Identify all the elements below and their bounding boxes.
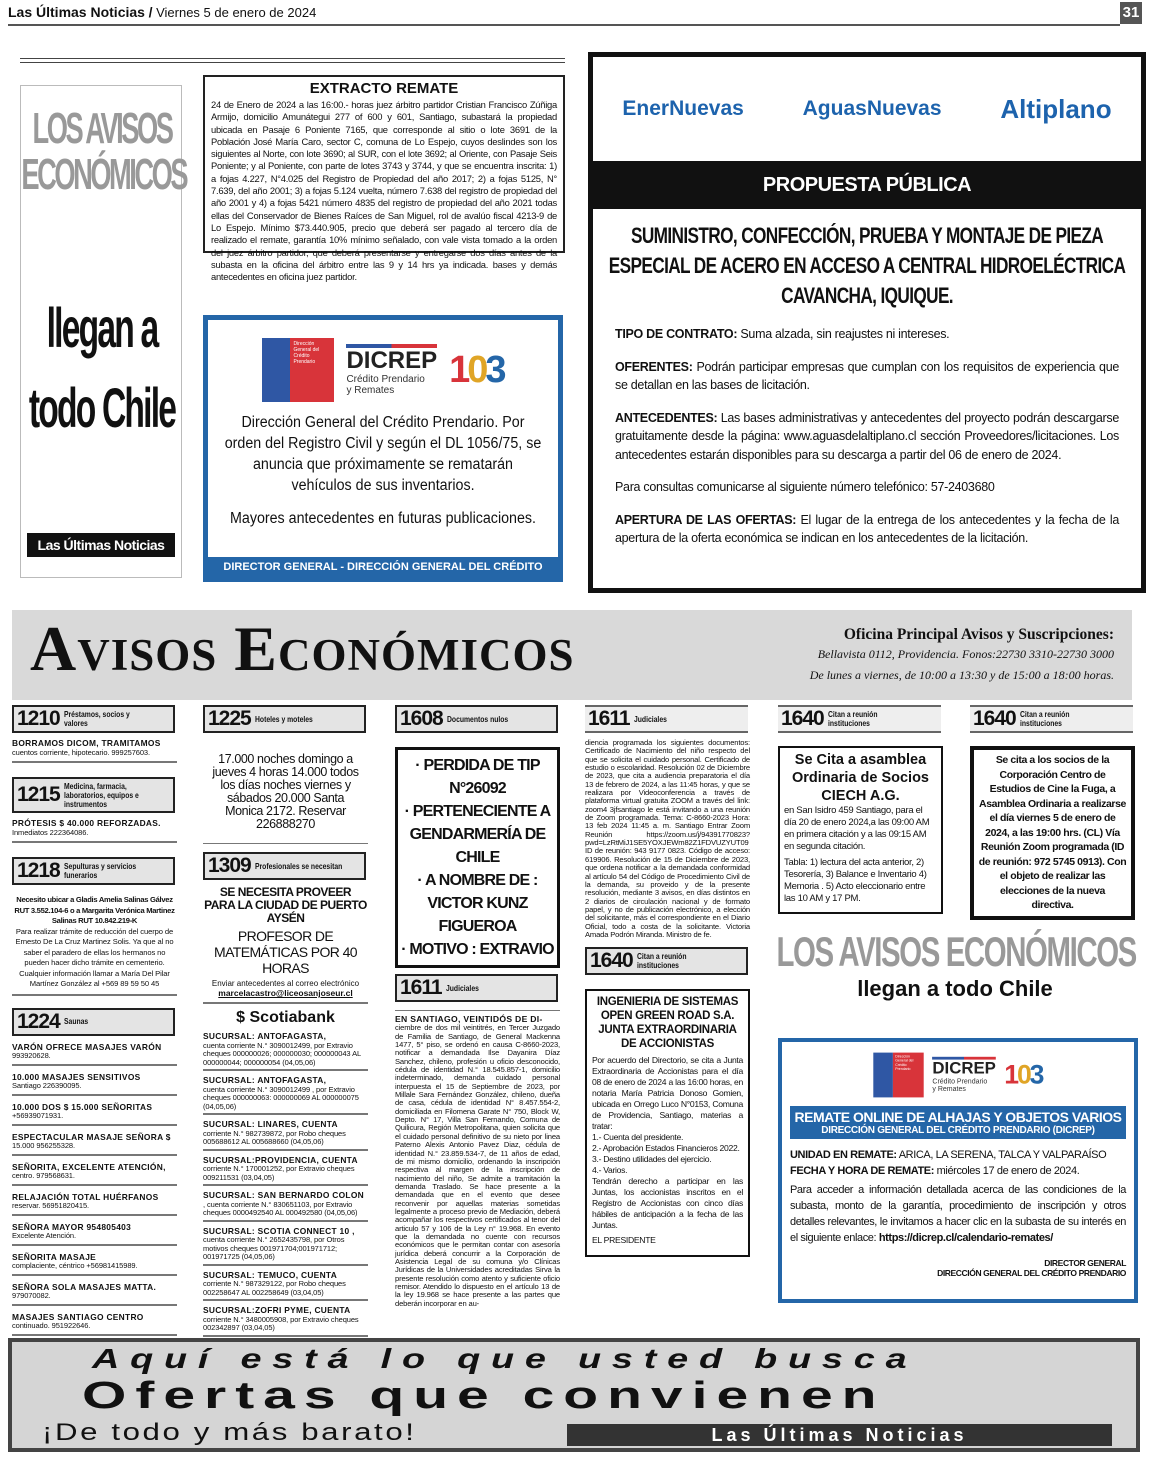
notice-branch: SUCURSAL: SCOTIA CONNECT 10 , (203, 1225, 355, 1236)
agenda-item: 4.- Varios. (592, 1165, 628, 1176)
item-text: Suma alzada, sin reajustes ni intereses. (737, 327, 950, 341)
ad-headline: MASAJES SANTIAGO CENTRO (12, 1311, 144, 1322)
house-ad-2-line2: llegan a todo Chile (857, 976, 1053, 1001)
section-1210 (12, 705, 175, 733)
ad-headline: SEÑORITA, EXCELENTE ATENCIÓN, (12, 1161, 166, 1172)
notice-note: Tendrán derecho a participar en las Juntas, los accionistas inscritos en el Registro de Accionistas con cinco días hábiles de anticipación a la fecha de las Juntas. (592, 1176, 743, 1231)
section-label: Citan a reunión instituciones (1019, 709, 1070, 728)
section-label: Medicina, farmacia, laboratorios, equipos e instrumentos (63, 780, 139, 809)
notice-text: corriente N.° 987329122, por Robo cheques 002258647 AL 002258649 (03,04,05) (203, 1279, 346, 1297)
propuesta-item (615, 325, 1119, 344)
ad-headline: ESPECTACULAR MASAJE SEÑORA $ (12, 1131, 171, 1142)
section-number: 1309 (208, 854, 251, 877)
bank-notice (203, 1115, 368, 1151)
section-title: Avisos Económicos (30, 613, 575, 684)
section-number: 1224 (17, 1009, 60, 1033)
bank-notice (203, 1301, 368, 1337)
banner-line2: Ofertas que convienen (82, 1375, 886, 1417)
office-hours: De lunes a viernes, de 10:00 a 13:30 y de 15:00 a 18:00 horas. (809, 668, 1114, 682)
section-1225 (203, 705, 366, 733)
section-label: Profesionales se necesitan (254, 860, 343, 871)
section-1611 (395, 974, 558, 1002)
notice-intro: Por acuerdo del Directorio, se cita a Junta Extraordinaria de Accionistas para el día 08 de enero de 2024 a las 16:00 horas, en notaria María Patricia Donoso Gomien, ubicada en Orrego Luco N°0153, Comuna de Providencia, Santiago, materias a tratar: (592, 1055, 743, 1132)
section-number: 1210 (17, 707, 60, 730)
ad-headline: VARÓN OFRECE MASAJES VARÓN (12, 1041, 162, 1052)
paper-name: Las Últimas Noticias (8, 4, 145, 20)
ad-text: 993920628. (12, 1051, 51, 1060)
motel-ad: 17.000 noches domingo a jueves 4 horas 14.000 todos los días noches viernes y sábados 20.000 Santa Monica 2172. Reservar 226888270 (203, 733, 368, 844)
notice-branch: SUCURSAL: LINARES, CUENTA (203, 1119, 338, 1129)
classified-ad (12, 1036, 177, 1066)
section-label: Saunas (63, 1016, 88, 1026)
notice-text: en San Isidro 459 Santiago, para el día 20 de enero 2024,a las 09:00 AM en primera citación y a las 09:15 AM en segunda citación. (784, 805, 930, 852)
office-title: Oficina Principal Avisos y Suscripciones: (843, 626, 1114, 643)
judicial-notice-continued: diencia programada los siguientes documentos: Certificado de Nacimiento del niño respecto del que se solicita el cuidado personal. Certificado de estudio o escolaridad. Resolución 02 de Diciembre de 2023, que cita a audiencia preparatoria el día 13 de febrero de 2024, a las 11:45 horas, y que se realizara por Videoconferencia a través de plataforma virtual gratuita ZOOM a través del link: zoom4 3jfsantiago le está invitando a una reunión de Zoom programada. Tema: C-8660-2023 Hora: 13 feb 2024 11:45 a. m. Santiago Entrar Zoom Reunión https://zoom.us/j/94391770823?pwd=LzRtMiJ1SE5YOXJEWm82Z1FDVUZYUT09 ID de reunión: 943 9177 0823. Código de acceso: 619906. Resolución de 15 de Diciembre de 2023, que ordena notificar a la demandada conformidad al artículo 54 del Código de Procedimiento Civil de la demanda, su proveido y de la presente resolución, mediante 3 avisos, en días distintos en 2 diarios de circulación nacional y de formato papel, y no de publicación electrónico, a elección del solicitante, más el correspondiente en el Diario Oficial, todo a costa de la solicitante. Victoria Amada Podrón Miranda. Ministro de fe. (585, 738, 750, 939)
section-number: 1215 (17, 783, 60, 806)
section-label: Citan a reunión instituciones (636, 951, 687, 971)
notice-branch: SUCURSAL: TEMUCO, CUENTA (203, 1269, 338, 1280)
lost-document-notice (395, 747, 560, 968)
section-1640 (778, 705, 941, 733)
section-number: 1218 (17, 859, 60, 882)
notice-text: cuenta corriente N.° 3090012499, por Extravio cheques 000000026; 000000030; 000000043 AL 000000044; 000000054 (04,05,06) (203, 1040, 361, 1067)
ad-headline: SEÑORITA MASAJE (12, 1251, 97, 1262)
page-number: 31 (1120, 2, 1142, 24)
dicrep-sub1: Crédito Prendario (346, 374, 425, 385)
ciech-notice (778, 746, 943, 914)
propuesta-publica-ad (588, 52, 1146, 593)
notice-branch: SUCURSAL: ANTOFAGASTA, (203, 1075, 327, 1085)
extracto-remate-ad (203, 75, 565, 283)
dicrep-sub2: y Remates (346, 385, 395, 396)
tip-line: · MOTIVO : EXTRAVIO (401, 941, 554, 958)
bank-notice (203, 1222, 368, 1266)
ad-text: Excelente Atención. (12, 1231, 76, 1240)
separator: / (148, 4, 153, 20)
house-ad-2 (776, 928, 1136, 1013)
section-label: Documentos nulos (446, 713, 508, 724)
notice-signature: EL PRESIDENTE (592, 1235, 656, 1246)
section-label: Judiciales (633, 713, 667, 724)
calendar-link[interactable]: https://dicrep.cl/calendario-remates/ (878, 1232, 1053, 1244)
classified-ad (12, 1096, 177, 1126)
classified-ad (12, 1156, 177, 1186)
notice-branch: SUCURSAL:ZOFRI PYME, CUENTA (203, 1305, 351, 1315)
sauna-list (12, 1036, 177, 1336)
banner-line1: Aquí está lo que usted busca (92, 1343, 918, 1374)
page-header (8, 4, 1120, 26)
section-label: Préstamos, socios y valores (63, 709, 130, 728)
section-label: Judiciales (445, 982, 479, 993)
notice-text: cuenta corriente N.° 2652435798, por Otros motivos cheques 001971704;001971712; 001971725 (04,05,06) (203, 1235, 345, 1261)
house-ad-2-line1: LOS AVISOS ECONÓMICOS (776, 928, 1136, 975)
banner-line3: ¡De todo y más barato! (42, 1419, 417, 1446)
lun-logo: Las Últimas Noticias (567, 1424, 1112, 1446)
section-1611 (585, 705, 748, 733)
ad-headline: 10.000 MASAJES SENSITIVOS (12, 1071, 141, 1082)
notice-text: cuenta corriente N.° 3090012499 , por Extravio cheques 000000063: 000000069 AL 000000075 (04,05,06) (203, 1084, 359, 1111)
item-label: OFERENTES: (615, 359, 693, 374)
issue-date: Viernes 5 de enero de 2024 (156, 5, 317, 20)
house-ad-line1: LOS AVISOS ECONÓMICOS (21, 104, 187, 199)
notice-text: , cuenta corriente N.° 830651103, por Extravio cheques 0000492540 AL 000492580 (04,05,06) (203, 1199, 358, 1217)
dicrep-vehicles-ad (203, 315, 563, 593)
classified-ad: PRÓTESIS $ 40.000 REFORZADAS. Inmediatos 222364086. (12, 813, 177, 843)
notice-text: corriente N.° 170001252, por Extravio cheques 009211531 (03,04,05) (203, 1164, 355, 1182)
bottom-banner (8, 1338, 1140, 1452)
ad-message-2: Mayores antecedentes en futuras publicaciones. (230, 510, 536, 527)
job-email-link[interactable]: marcelacastro@liceosanjoseur.cl (218, 988, 353, 998)
notice-title: Se Cita a asamblea Ordinaria de Socios CIECH A.G. (792, 752, 929, 804)
item-label: APERTURA DE LAS OFERTAS: (615, 512, 797, 527)
house-ad-line2: llegan a todo Chile (28, 296, 176, 439)
agenda-item: 3.- Destino utilidades del ejercicio. (592, 1154, 712, 1165)
agenda-item: 1.- Cuenta del presidente. (592, 1132, 684, 1143)
propuesta-item (615, 358, 1119, 395)
house-ad (20, 85, 187, 578)
lun-logo: Las Últimas Noticias (27, 533, 175, 557)
propuesta-item (615, 409, 1119, 465)
classified-ad: BORRAMOS DICOM, TRAMITAMOS cuentos corriente, hipotecario. 999257603. (12, 733, 177, 763)
tip-line: · A NOMBRE DE : VICTOR KUNZ FIGUEROA (417, 872, 538, 935)
column-2 (203, 705, 368, 1337)
classified-ad (12, 1066, 177, 1096)
bank-notice (203, 1071, 368, 1115)
enernuevas-logo: EnerNuevas (622, 97, 744, 120)
job-instructions: Enviar antecedentes al correo electrónico (211, 979, 360, 988)
ad-headline: RELAJACIÓN TOTAL HUÉRFANOS (12, 1191, 159, 1202)
bank-notice (203, 1027, 368, 1071)
ad-text: +56939071931. (12, 1111, 64, 1120)
section-1215 (12, 777, 175, 813)
ad-headline: 10.000 DOS $ 15.000 SEÑORITAS (12, 1101, 153, 1112)
classified-ad (12, 1126, 177, 1156)
gobierno-logo: Dirección General del Crédito Prendario (874, 1053, 924, 1098)
job-ad (203, 880, 368, 1004)
remate-body: UNIDAD EN REMATE: ARICA, LA SERENA, TALCA Y VALPARAÍSO FECHA Y HORA DE REMATE: miércoles 17 de enero de 2024. Para acceder a información detallada acerca de las condiciones de la subasta, monto de la garantía, procedimiento de inscripción y otros detalles relevantes, le invitamos a hacer clic en la subasta de su interés en el siguiente enlace: https://dicrep.cl/calendario-remates/ DIRECTOR GENERAL DIRECCIÓN GENERAL DEL CRÉDITO PRENDARIO (790, 1149, 1126, 1278)
section-label: Sepulturas y servicios funerarios (63, 861, 136, 880)
notice-text: corriente N.° 3480005908, por Extravio cheques 002342897 (03,04,05) (203, 1314, 359, 1332)
bank-notice (203, 1151, 368, 1187)
divider (20, 58, 565, 63)
dicrep-logo: DICREP (932, 1057, 995, 1078)
bank-notice (203, 1186, 368, 1222)
notice-branch: SUCURSAL: ANTOFAGASTA, (203, 1031, 327, 1041)
section-number: 1225 (208, 707, 251, 730)
dicrep-sub1: Crédito Prendario (932, 1077, 988, 1086)
item-label: ANTECEDENTES: (615, 410, 718, 425)
item-text: El lugar de la entrega de los antecedentes y la fecha de la apertura de la oferta económica se indican en los antecedentes de la licitación. (615, 512, 1119, 545)
notice-agenda: Tabla: 1) lectura del acta anterior, 2) Tesorería, 3) Balance e Inventario 4) Memoria . 5) Acto eleccionario entre las 10 AM y 17 PM. (784, 857, 927, 904)
dicrep-remate-ad (778, 1038, 1138, 1303)
classified-ad (12, 1276, 177, 1306)
column-6 (970, 705, 1135, 920)
brand-logos (593, 57, 1141, 161)
section-1608 (395, 705, 558, 733)
notice-branch: SUCURSAL: SAN BERNARDO COLON (203, 1190, 365, 1200)
aguasnuevas-logo: AguasNuevas (802, 97, 942, 120)
column-4 (585, 705, 750, 1257)
ad-text: 15.000 956255328. (12, 1141, 75, 1150)
section-label: Hoteles y moteles (254, 713, 313, 724)
section-number: 1640 (590, 949, 633, 973)
section-number: 1611 (588, 707, 630, 730)
section-number: 1640 (973, 707, 1016, 730)
anniversary-103-logo: 103 (1004, 1059, 1043, 1090)
gobierno-logo: Dirección General del Crédito Prendario (262, 338, 334, 402)
bank-notice (203, 1266, 368, 1302)
open-green-road-notice (585, 989, 750, 1257)
classified-ad (12, 1186, 177, 1216)
job-position: PROFESOR DE MATEMÁTICAS POR 40 HORAS (214, 928, 357, 976)
dicrep-logo: DICREP (346, 344, 437, 374)
ad-headline: SEÑORA SOLA MASAJES MATTA. (12, 1281, 157, 1292)
funeral-notice: Necesito ubicar a Gladis Amelia Salinas Gálvez RUT 3.552.104-6 o a Margarita Verónica Martinez Salinas RUT 10.842.219-K Para realizar trámite de reducción del cuerpo de Ernesto De La Cruz Martinez Solis. Ya que al no saber el paradero de ellas los hermanos no pueden hacer dicho trámite en cementerio. Cualquier información llamar a María Del Pilar Martínez González al +569 89 59 50 45 (12, 885, 177, 996)
section-number: 1608 (400, 707, 443, 730)
ad-text: 979070082. (12, 1291, 51, 1300)
section-1640 (585, 947, 748, 975)
item-text: Podrán participar empresas que cumplan con los requisitos de experiencia que se detallan en las bases de licitación. (615, 359, 1119, 392)
ad-title: EXTRACTO REMATE (309, 80, 459, 97)
item-label: TIPO DE CONTRATO: (615, 327, 738, 341)
propuesta-band: PROPUESTA PÚBLICA (593, 161, 1141, 209)
column-5 (778, 705, 943, 914)
ad-footer: DIRECTOR GENERAL - DIRECCIÓN GENERAL DEL CRÉDITO PRENDARIO (208, 557, 558, 577)
propuesta-title: SUMINISTRO, CONFECCIÓN, PRUEBA Y MONTAJE DE PIEZA ESPECIAL DE ACERO EN ACCESO A CENTRAL HIDROELÉCTRICA CAVANCHA, IQUIQUE. (608, 223, 1126, 308)
ad-text: continuado. 951922646. (12, 1321, 91, 1330)
dicrep-logos (835, 1054, 1081, 1094)
agenda-item: 2.- Aprobación Estados Financieros 2022. (592, 1143, 740, 1154)
propuesta-item (615, 478, 1119, 497)
propuesta-item (615, 511, 1119, 548)
section-label: Citan a reunión instituciones (827, 709, 878, 728)
altiplano-logo: Altiplano (1000, 93, 1112, 124)
ad-text: reservar. 56951820415. (12, 1201, 90, 1210)
dicrep-sub2: y Remates (932, 1085, 966, 1094)
judicial-notice: EN SANTIAGO, VEINTIDÓS DE DI- ciembre de dos mil veintitrés, en Tercer Juzgado de Familia de Santiago, de General Mackenna 1477, 5° piso, se ordenó en causa C-8660-2023, notificar a demandada Ilse Dayanira Díaz Sanchez, chileno, profesión u oficio desconocido, cédula de identidad N.° 18.545.857-1, domicilio indeterminado, demanda cuidado personal interpuesta el 15 de Septiembre de 2023, por Millale Sara Fernández González, chileno, dueña de casa, cédula de identidad N° 8.457.554-2, domiciliada en Filomena Garate N° 750, Block W, Depto. N° 17, Villa San Fernando, Comuna de Quilicura, Región Metropolitana, quien solicita que el cuidado personal definitivo de su nieto por linea Paterno Alexis Antonio Pavez Diaz, cédula de identidad N.° 23.859.534-7, de 11 años de edad, de mi mismo domicilio, ordenando la inscripción respectiva al margen de la inscripción de nacimiento del niño, Se admite a tramitación la demanda Traslado. Se hace presente a la demandada que en el evento que desee reconvenir por aquellas materias sometidas legalmente a proceso previo de Mediación, deberá acompañar los respectivos certificados al tenor del articulo 57 y 106 de la Ley n° 19.968. En evento que la demandada no cuente con recursos económicos que le permitan contar con asesoría jurídica deberá concurrir a la Corporación de Asistencia Legal de su comuna y/o Clínicas Jurídicas de la Universidades acreditadas Sirva la presente resolución como atento y suficiente oficio remisor. Atendido lo dispuesto en el artículo 13 de la ley 19.968 se hace presente a las partes que deberán incorporar en au- (395, 1010, 560, 1308)
section-1218 (12, 857, 175, 885)
office-address: Bellavista 0112, Providencia. Fonos:22730 3310-22730 3000 (817, 647, 1114, 661)
tip-line: · PERTENECIENTE A GENDARMERÍA DE CHILE (404, 803, 551, 866)
notice-title: INGENIERIA DE SISTEMAS OPEN GREEN ROAD S.A. JUNTA EXTRAORDINARIA DE ACCIONISTAS (596, 996, 739, 1051)
scotiabank-logo: $ Scotiabank (236, 1009, 335, 1026)
anniversary-103-logo: 103 (449, 348, 504, 391)
column-1 (12, 705, 177, 1336)
ad-text: Santiago 226390095. (12, 1081, 82, 1090)
section-1224 (12, 1008, 175, 1036)
remate-title-bar (790, 1106, 1126, 1139)
tip-line: · PERDIDA DE TIP N°26092 (415, 757, 540, 797)
item-text: Las bases administrativas y antecedentes del proyecto podrán descargarse gratuitamente desde la página: www.aguasdelaltiplano.cl sección Proveedores/licitaciones. Los antecedentes estarán disponibles para su descarga a partir del 06 de enero de 2024. (615, 410, 1119, 462)
item-text: Para consultas comunicarse al siguiente número telefónico: 57-2403680 (615, 480, 995, 494)
section-number: 1640 (781, 707, 824, 730)
ad-text: centro. 979568631. (12, 1171, 75, 1180)
job-headline: SE NECESITA PROVEER PARA LA CIUDAD DE PUERTO AYSÉN (204, 885, 367, 925)
dicrep-logos (208, 338, 558, 402)
classified-ad (12, 1246, 177, 1276)
remate-subtitle: DIRECCIÓN GENERAL DEL CRÉDITO PRENDARIO (DICREP) (821, 1125, 1095, 1136)
ad-message: Dirección General del Crédito Prendario. Por orden del Registro Civil y según el DL 1056/75, se anuncia que próximamente se rematarán vehículos de sus inventarios. (224, 414, 542, 494)
classified-ad (12, 1306, 177, 1336)
ad-text: complaciente, céntrico +56981415989. (12, 1261, 138, 1270)
section-number: 1611 (400, 976, 442, 999)
column-3 (395, 705, 560, 1308)
propuesta-body (593, 325, 1141, 548)
section-1309 (203, 852, 366, 880)
bank-notices (203, 1027, 368, 1337)
remate-title: REMATE ONLINE DE ALHAJAS Y OBJETOS VARIOS (794, 1109, 1122, 1125)
notice-branch: SUCURSAL:PROVIDENCIA, CUENTA (203, 1154, 358, 1165)
ad-text: 24 de Enero de 2024 a las 16:00.- horas juez árbitro partidor Cristian Francisco Zúñiga Armijo, domicilio Amunátegui 277 of 600 y 601, Santiago, subastará la propiedad ubicada en Pasaje 6 Poniente 7165, que corresponde al sitio o lote 3691 de la Población José María Caro, sector C, comuna de Lo Espejo, cuyos deslindes son los siguientes al Norte, con lote 3690; al SUR, con el lote 3692; al Oriente, con Pasaje Seis Poniente; y al Poniente, con parte de lotes 3743 y 3744, y que se encuentra inscrita: 1) a fojas 4.227, N°4.025 del Registro de Propiedad del año 2017; 2) a fojas 5125, N° 7.639, del año 2001; 3) a fojas 5.124 vuelta, número 7.638 del registro de propiedad del año 2001 y 4) a fojas 5421 número 4835 del registro de propiedad del año 2021 todas ellas del Conservador de Bienes Raíces de San Miguel, rol de avalúo fiscal 4213-9 de Lo Espejo. Mínimo $73.440.905, precio que deberá ser pagado al tercero día de realizado el remate, garantía 10% mínimo señalado, con vale vista tomado a la orden del juez árbitro partidor, que deberá presentarse y entregarse dos días antes de la subasta en la oficina del árbitro entre las 9 y 14 hrs ya indicada. bases y demás antecedentes en oficina juez partidor. (211, 99, 557, 283)
section-1640 (970, 705, 1133, 733)
notice-text: corriente N.° 982739872, por Robo cheques 005688612 AL 005688660 (04,05,06) (203, 1128, 346, 1146)
ad-headline: SEÑORA MAYOR 954805403 (12, 1221, 132, 1232)
office-info (810, 626, 1114, 686)
classified-ad (12, 1216, 177, 1246)
cine-la-fuga-notice: Se cita a los socios de la Corporación Centro de Estudios de Cine la Fuga, a Asamblea Ordinaria a realizarse el día viernes 5 de enero de 2024, a las 19:00 hrs. (CL) Vía Reunión Zoom programada (ID de reunión: 972 5745 0913). Con el objeto de realizar las elecciones de la nueva directiva. (970, 746, 1135, 920)
